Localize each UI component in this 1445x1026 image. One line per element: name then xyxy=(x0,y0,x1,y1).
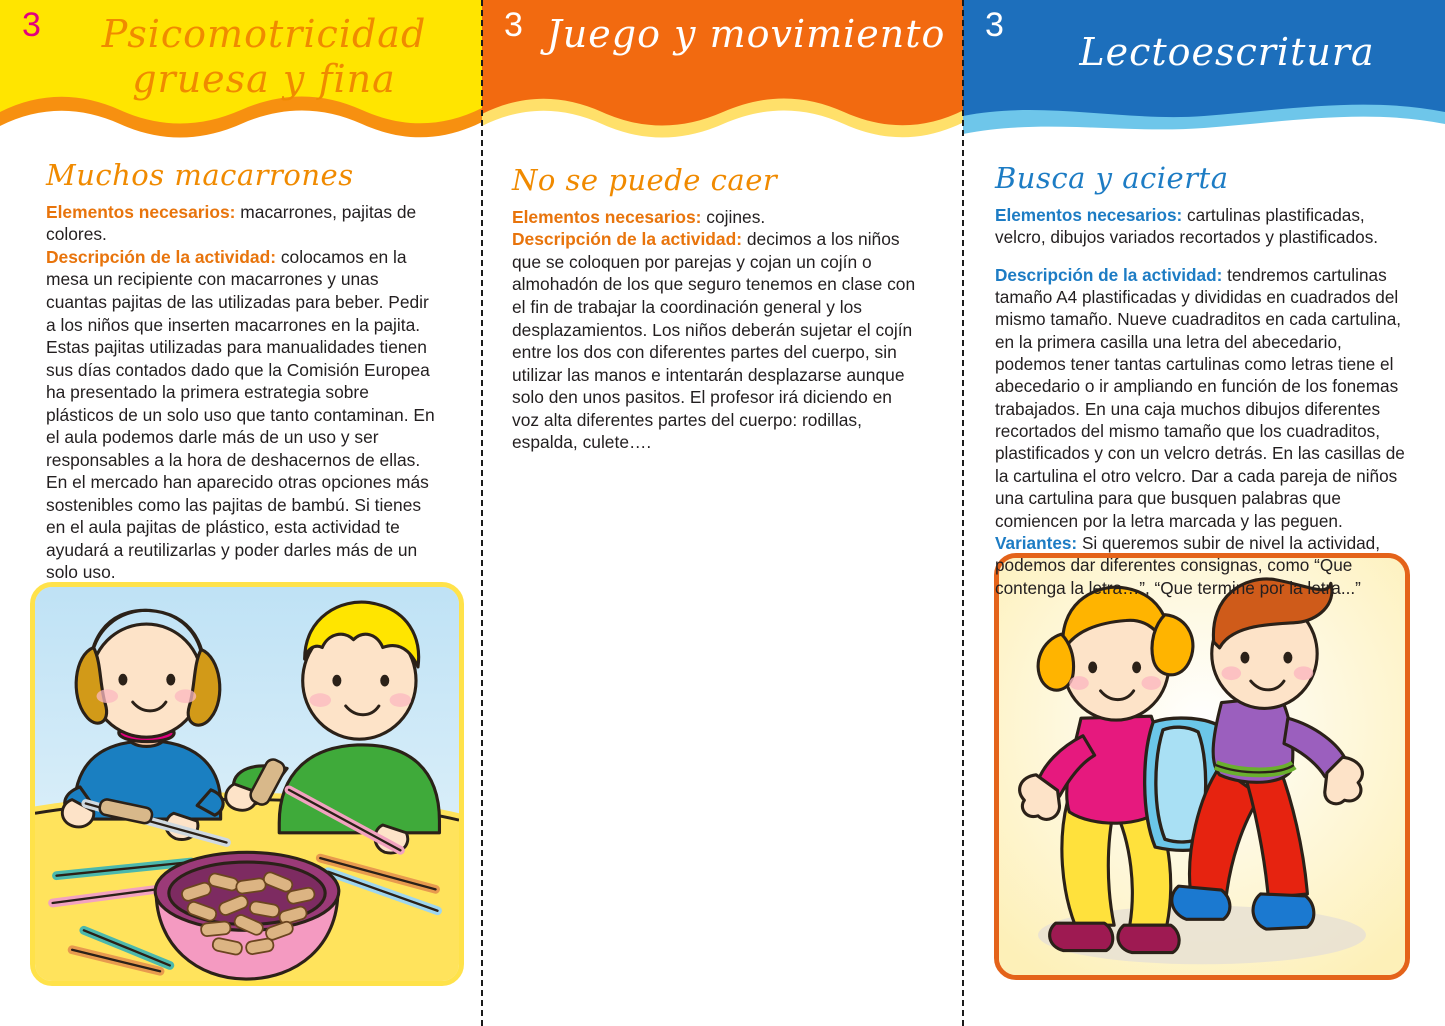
illustration-macarrones xyxy=(30,582,464,986)
card-number: 3 xyxy=(985,6,1004,44)
variants-paragraph xyxy=(995,532,1405,599)
activity-title: No se puede caer xyxy=(512,163,778,197)
card-banner-title: Juego y movimiento xyxy=(546,12,946,56)
activity-card-lectoescritura xyxy=(963,0,1445,1026)
description-text: decimos a los niños que se coloquen por parejas y cojan un cojín o almohadón de los que seguro tenemos en clase con el fin de trabajar la coordinación general y los desplazamientos. Los niños deberán sujetar el cojín entre los dos con diferentes partes del cuerpo, sin utilizar las manos e intentarán desplazarse aunque solo den unos pasitos. El profesor irá diciendo en voz alta diferentes partes del cuerpo: rodillas, espalda, culete…. xyxy=(512,229,916,453)
description-paragraph xyxy=(995,264,1405,532)
variants-label: Variantes: xyxy=(995,532,1078,553)
materials-text: cartulinas plastificadas, velcro, dibujos variados recortados y plastificados. xyxy=(995,204,1379,248)
column-divider-2 xyxy=(962,0,964,1026)
card-banner-juego xyxy=(482,0,964,140)
description-paragraph xyxy=(512,228,922,453)
materials-paragraph xyxy=(46,201,440,246)
card-body-juego xyxy=(482,165,964,454)
card-body-lectoescritura xyxy=(963,163,1445,599)
activity-title: Busca y acierta xyxy=(995,161,1229,195)
materials-label: Elementos necesarios: xyxy=(995,204,1183,225)
materials-label: Elementos necesarios: xyxy=(512,206,702,227)
wave-divider-yellow xyxy=(482,92,964,140)
materials-text: cojines. xyxy=(701,206,766,227)
description-paragraph xyxy=(46,246,440,336)
materials-paragraph xyxy=(995,204,1405,249)
activity-card-juego-movimiento xyxy=(482,0,964,1026)
card-banner-title: Lectoescritura xyxy=(1079,30,1375,74)
description-label: Descripción de la actividad: xyxy=(995,264,1223,285)
materials-label: Elementos necesarios: xyxy=(46,201,236,222)
card-banner-lectoescritura xyxy=(963,0,1445,140)
description-label: Descripción de la actividad: xyxy=(512,229,743,250)
activity-title: Muchos macarrones xyxy=(46,158,354,192)
wave-divider-lightblue xyxy=(963,92,1445,140)
description-text: tendremos cartulinas tamaño A4 plastificadas y divididas en cuadrados del mismo tamaño. Nueve cuadraditos en cada cartulina, en la primera casilla una letra del abecedario, podemos tener tantas cartulinas como letras tiene el abecedario o ir ampliando en función de los fonemas trabajados. En una caja muchos dibujos diferentes recortados del mismo tamaño que los cuadraditos, plastificados y con un velcro detrás. En las casillas de la cartulina el otro velcro. Dar a cada pareja de niños una cartulina para que busquen palabras que comiencen por la letra marcada y las peguen. xyxy=(995,264,1405,531)
card-banner-psicomotricidad xyxy=(0,0,482,140)
card-number: 3 xyxy=(504,6,523,44)
illustration-macarrones-art xyxy=(35,587,459,981)
description-label: Descripción de la actividad: xyxy=(46,246,277,267)
card-body-psicomotricidad xyxy=(0,160,482,584)
column-divider-1 xyxy=(481,0,483,1026)
description-text: colocamos en la mesa un recipiente con macarrones y unas cuantas pajitas de las utilizadas para beber. Pedir a los niños que inserten macarrones en la pajita. xyxy=(46,246,429,335)
card-banner-title: Psicomotricidad gruesa y fina xyxy=(101,12,427,101)
materials-paragraph xyxy=(512,206,922,229)
activity-card-psicomotricidad xyxy=(0,0,482,1026)
card-number: 3 xyxy=(22,6,41,44)
variants-text: Si queremos subir de nivel la actividad, podemos dar diferentes consignas, como “Que contenga la letra…”, “Que termine por la letra...” xyxy=(995,532,1381,598)
materials-text: macarrones, pajitas de colores. xyxy=(46,201,417,245)
extra-paragraph: Estas pajitas utilizadas para manualidades tienen sus días contados dado que la Comisión Europea ha presentado la primera estrategia sobre plásticos de un solo uso que tanto contaminan. En el aula podemos darle más de un uso y ser responsables a la hora de deshacernos de ellas. En el mercado han aparecido otras opciones más sostenibles como las pajitas de bambú. Si tienes en el aula pajitas de plástico, esta actividad te ayudará a reutilizarlas y poder darles más de un solo uso. xyxy=(46,337,435,583)
